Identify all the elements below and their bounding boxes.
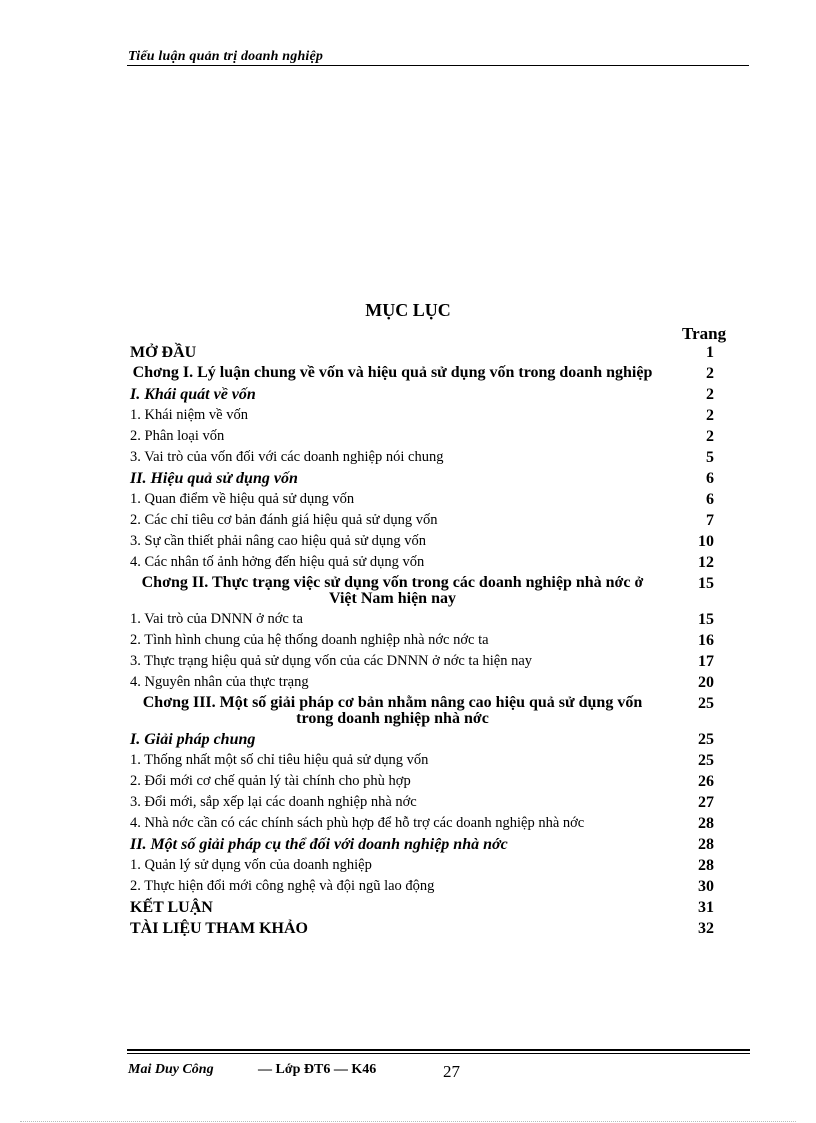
toc-entry [130,533,720,550]
toc-entry-page: 2 [706,365,714,382]
toc-subheading [130,386,720,403]
toc-entry-label: 1. Thống nhất một số chỉ tiêu hiệu quả sử dụng vốn [130,752,429,768]
toc-entry [130,632,720,649]
toc-entry [130,773,720,790]
toc-entry-label: 1. Quản lý sử dụng vốn của doanh nghiệp [130,857,372,873]
toc-entry-label: Chơng II. Thực trạng việc sử dụng vốn trong các doanh nghiệp nhà nớc ở Việt Nam hiện nay [141,574,644,607]
toc-entry-page: 6 [706,491,714,508]
toc-chapter [130,575,720,607]
toc-entry [130,512,720,529]
toc-entry [130,878,720,895]
toc-entry-page: 17 [698,653,714,670]
toc-subheading [130,836,720,853]
running-header-title: Tiểu luận quản trị doanh nghiệp [128,49,324,64]
toc-entry-label: I. Khái quát về vốn [130,386,256,403]
toc-entry-page: 7 [706,512,714,529]
toc-entry-label: KẾT LUẬN [130,899,213,916]
toc-entry-page: 2 [706,407,714,424]
toc-entry-page: 25 [698,752,714,769]
toc-entry [130,857,720,874]
toc-entry-page: 10 [698,533,714,550]
toc-entry-page: 20 [698,674,714,691]
toc-entry-label: 4. Nhà nớc cần có các chính sách phù hợp để hỗ trợ các doanh nghiệp nhà nớc [130,815,585,831]
toc-entry-page: 28 [698,836,714,853]
toc-entry-page: 1 [706,344,714,361]
toc-entry-label: Chơng III. Một số giải pháp cơ bản nhằm nâng cao hiệu quả sử dụng vốn trong doanh nghiệp nhà nớc [142,694,643,727]
toc-entry [130,407,720,424]
table-of-contents [130,344,720,941]
toc-entry [130,815,720,832]
toc-entry [130,611,720,628]
toc-chapter [130,365,720,382]
toc-entry [130,794,720,811]
toc-entry-label: 3. Vai trò của vốn đối với các doanh nghiệp nói chung [130,449,444,465]
toc-entry-page: 30 [698,878,714,895]
toc-entry-label: 3. Sự cần thiết phải nâng cao hiệu quả sử dụng vốn [130,533,426,549]
toc-entry-label: 3. Thực trạng hiệu quả sử dụng vốn của các DNNN ở nớc ta hiện nay [130,653,533,669]
toc-entry-label: 2. Các chỉ tiêu cơ bản đánh giá hiệu quả sử dụng vốn [130,512,438,528]
toc-entry-label: 2. Đổi mới cơ chế quản lý tài chính cho phù hợp [130,773,411,789]
toc-entry [130,920,720,937]
toc-entry-label: II. Một số giải pháp cụ thể đối với doanh nghiệp nhà nớc [130,836,508,853]
toc-entry-page: 27 [698,794,714,811]
toc-entry-page: 26 [698,773,714,790]
toc-entry-page: 25 [698,695,714,712]
footer-page-number: 27 [443,1062,460,1081]
toc-entry-page: 6 [706,470,714,487]
toc-entry-page: 2 [706,428,714,445]
toc-entry [130,428,720,445]
toc-entry-label: TÀI LIỆU THAM KHẢO [130,920,308,937]
toc-entry-label: 4. Nguyên nhân của thực trạng [130,674,309,690]
toc-entry-page: 15 [698,575,714,592]
toc-entry-page: 15 [698,611,714,628]
toc-entry-label: 2. Tình hình chung của hệ thống doanh nghiệp nhà nớc nớc ta [130,632,489,648]
toc-entry-label: I. Giải pháp chung [130,731,256,748]
page-column-label: Trang [682,324,727,343]
toc-entry [130,653,720,670]
toc-entry-label: 1. Vai trò của DNNN ở nớc ta [130,611,303,627]
toc-entry [130,554,720,571]
header-rule [127,65,749,66]
toc-entry-page: 25 [698,731,714,748]
footer-author: Mai Duy Công [128,1062,214,1077]
page-bottom-dotted-line [20,1121,796,1122]
toc-entry [130,491,720,508]
toc-entry-page: 5 [706,449,714,466]
toc-entry-label: 3. Đổi mới, sắp xếp lại các doanh nghiệp nhà nớc [130,794,417,810]
toc-entry-page: 16 [698,632,714,649]
toc-entry-label: Chơng I. Lý luận chung về vốn và hiệu quả sử dụng vốn trong doanh nghiệp [132,364,653,381]
footer-class: — Lớp ĐT6 — K46 [258,1062,377,1077]
toc-entry [130,674,720,691]
toc-entry-label: 4. Các nhân tố ảnh hởng đến hiệu quả sử dụng vốn [130,554,425,570]
toc-entry-page: 28 [698,857,714,874]
toc-entry-label: MỞ ĐẦU [130,344,197,361]
toc-chapter [130,695,720,727]
footer-rule-thin [127,1053,750,1054]
toc-entry-label: 1. Khái niệm về vốn [130,407,248,423]
toc-entry [130,752,720,769]
toc-entry-label: 1. Quan điểm về hiệu quả sử dụng vốn [130,491,355,507]
toc-subheading [130,731,720,748]
toc-entry-label: II. Hiệu quả sử dụng vốn [130,470,298,487]
toc-title: MỤC LỤC [365,300,451,320]
toc-subheading [130,470,720,487]
toc-entry [130,344,720,361]
toc-entry-page: 2 [706,386,714,403]
footer-rule-thick [127,1049,750,1051]
toc-entry-page: 32 [698,920,714,937]
toc-entry-label: 2. Phân loại vốn [130,428,225,444]
toc-entry [130,899,720,916]
toc-entry-page: 28 [698,815,714,832]
toc-entry [130,449,720,466]
toc-entry-page: 12 [698,554,714,571]
toc-entry-label: 2. Thực hiện đổi mới công nghệ và đội ngũ lao động [130,878,435,894]
toc-entry-page: 31 [698,899,714,916]
